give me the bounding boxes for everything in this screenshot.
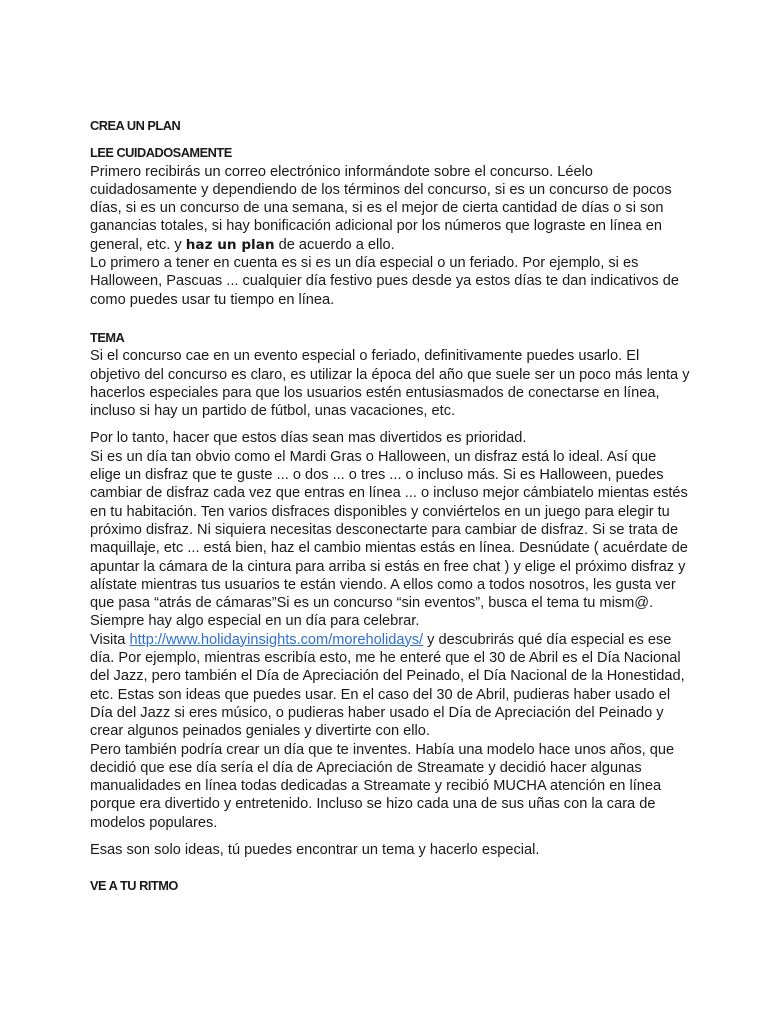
paragraph-prioridad: Por lo tanto, hacer que estos días sean mas divertidos es prioridad. <box>90 430 527 447</box>
heading-lee-cuidadosamente: LEE CUIDADOSAMENTE <box>90 145 232 161</box>
paragraph-disfraz: Si es un día tan obvio como el Mardi Gras o Halloween, un disfraz está lo ideal. Así que elige un disfraz que te guste ... o dos ... o tres ... o incluso más. Si es Halloween, puedes cambiar de disfraz cada vez que entras en línea ... o incluso mejor cámbiatelo mientas estés en tu habitación. Ten varios disfraces disponibles y conviértelos en un juego para elegir tu próximo disfraz. Ni siquiera necesitas desconectarte para cambiar de disfraz. Si se trata de maquillaje, etc ... está bien, haz el cambio mientas estás en línea. Desnúdate ( acuérdate de apuntar la cámara de la cintura para arriba si estás en free chat ) y elige el próximo disfraz y alístate mientras tus usuarios te están viendo. A ellos como a todos nosotros, les gusta ver que pasa “atrás de cámaras”Si es un concurso “sin eventos”, busca el tema tu mism@. Siempre hay algo especial en un día para celebrar. <box>90 448 688 630</box>
paragraph-inventar-dia: Pero también podría crear un día que te inventes. Había una modelo hace unos años, que decidió que ese día sería el día de Apreciación de Streamate y decidió hacer algunas manualidades en línea todas dedicadas a Streamate y recibió MUCHA atención en línea porque era divertido y entretenido. Incluso se hizo cada una de sus uñas con la cara de modelos populares. <box>90 741 675 831</box>
paragraph-visita-text: y descubrirás qué día especial es ese día. Por ejemplo, mientras escribía esto, me he enteré que el 30 de Abril es el Día Nacional del Jazz, pero también el Día de Apreciación del Peinado, el Día Nacional de la Honestidad, etc. Estas son ideas que puedes usar. En el caso del 30 de Abril, pudieras haber usado el Día del Jazz si eres músico, o pudieras haber usado el Día de Apreciación del Peinado y crear algunos peinados geniales y divertirte con ello. <box>90 631 685 740</box>
paragraph-intro <box>90 163 690 254</box>
bold-haz-un-plan: haz un plan <box>185 236 275 253</box>
paragraph-visita <box>90 631 690 741</box>
paragraph-visita-start: Visita <box>90 631 130 648</box>
heading-ve-a-tu-ritmo: VE A TU RITMO <box>90 878 178 894</box>
heading-crea-un-plan: CREA UN PLAN <box>90 118 181 133</box>
document-body <box>90 117 690 896</box>
paragraph-intro-text: Primero recibirás un correo electrónico informándote sobre el concurso. Léelo cuidadosamente y dependiendo de los términos del concurso, si es un concurso de pocos días, si es un concurso de una semana, si es el mejor de cierta cantidad de días o si son ganancias totales, si hay bonificación adicional por los números que lograste en línea en general, etc. y <box>90 163 672 253</box>
paragraph-ideas: Esas son solo ideas, tú puedes encontrar un tema y hacerlo especial. <box>90 841 540 858</box>
paragraph-intro-end: de acuerdo a ello. <box>274 236 395 253</box>
holidayinsights-link[interactable]: http://www.holidayinsights.com/moreholidays/ <box>129 631 424 648</box>
paragraph-feriado: Lo primero a tener en cuenta es si es un día especial o un feriado. Por ejemplo, si es Halloween, Pascuas ... cualquier día festivo pues desde ya estos días te dan indicativos de como puedes usar tu tiempo en línea. <box>90 255 679 308</box>
paragraph-tema: Si el concurso cae en un evento especial o feriado, definitivamente puedes usarlo. El objetivo del concurso es claro, es utilizar la época del año que suele ser un poco más lenta y hacerlos especiales para que los usuarios estén entusiasmados de conectarse en línea, incluso si hay un partido de fútbol, unas vacaciones, etc. <box>90 348 690 420</box>
heading-tema: TEMA <box>90 329 125 345</box>
